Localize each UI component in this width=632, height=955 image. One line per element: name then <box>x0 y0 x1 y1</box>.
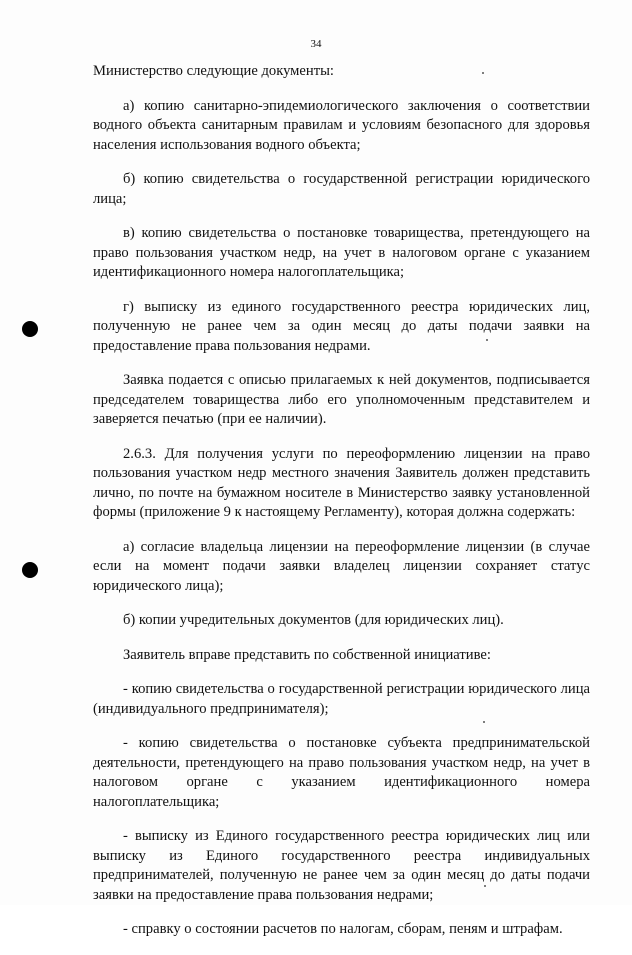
paragraph-optional-registration: - копию свидетельства о государственной регистрации юридического лица (индивидуального предпринимателя); <box>93 681 590 717</box>
paragraph-item-g: г) выписку из единого государственного реестра юридических лиц, полученную не ранее чем за один месяц до даты подачи заявки на предоставление права пользования недрами. <box>93 298 590 354</box>
paragraph-optional-tax-registration: - копию свидетельства о постановке субъекта предпринимательской деятельности, претендующего на право пользования участком недр, на учет в налоговом органе с указанием идентификационного номера налогоплательщика; <box>93 735 590 810</box>
paragraph-item-v: в) копию свидетельства о постановке товарищества, претендующего на право пользования участком недр, на учет в налоговом органе с указанием идентификационного номера налогоплательщика; <box>93 225 590 280</box>
punch-hole-top <box>22 321 38 337</box>
paragraph-section-2-6-3: 2.6.3. Для получения услуги по переоформлению лицензии на право пользования участком недр местного значения Заявитель должен представить лично, по почте на бумажном носителе в Министерство заявку установленной формы (приложение 9 к настоящему Регламенту), которая должна содержать: <box>93 445 590 520</box>
document-body <box>93 62 590 955</box>
paragraph-application-note: Заявка подается с описью прилагаемых к ней документов, подписывается председателем товарищества либо его уполномоченным представителем и заверяется печатью (при ее наличии). <box>93 372 590 427</box>
paragraph-optional-intro: Заявитель вправе представить по собственной инициативе: <box>123 646 491 663</box>
paragraph-optional-registry-extract: - выписку из Единого государственного реестра юридических лиц или выписку из Единого государственного реестра индивидуальных предпринимателей, полученную не ранее чем за один месяц до даты подачи заявки на предоставление права пользования недрами; <box>93 828 590 903</box>
paragraph-consent: а) согласие владельца лицензии на переоформление лицензии (в случае если на момент подачи заявки владелец лицензии сохраняет статус юридического лица); <box>93 538 590 594</box>
punch-hole-bottom <box>22 562 38 578</box>
paragraph-founding-docs: б) копии учредительных документов (для юридических лиц). <box>123 612 504 628</box>
paragraph-item-b: б) копию свидетельства о государственной регистрации юридического лица; <box>93 171 590 207</box>
paragraph-optional-tax-certificate: - справку о состоянии расчетов по налогам, сборам, пеням и штрафам. <box>123 921 563 937</box>
page-number: 34 <box>310 38 322 50</box>
paragraph-item-a: а) копию санитарно-эпидемиологического заключения о соответствии водного объекта санитарным правилам и условиям безопасного для здоровья населения использования водного объекта; <box>93 97 590 153</box>
paragraph-intro: Министерство следующие документы: <box>93 63 334 79</box>
